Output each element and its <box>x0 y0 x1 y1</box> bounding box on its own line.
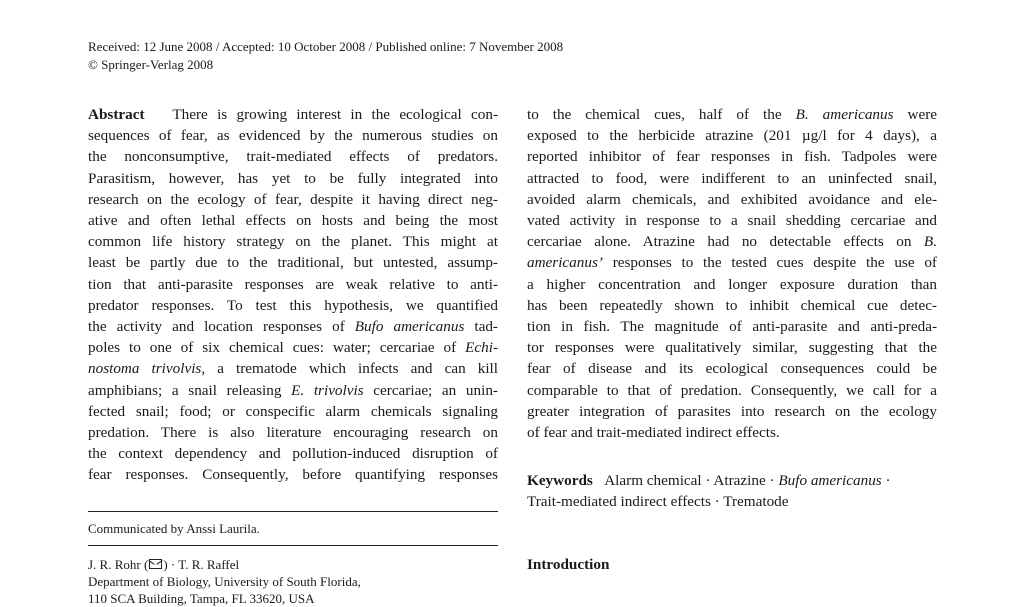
abstract-line: americanus’ responses to the tested cues despite the use of <box>527 254 937 272</box>
abstract-line: the context dependency and pollution-induced disruption of <box>88 445 498 463</box>
keywords-heading: Keywords <box>527 472 593 489</box>
abstract-line: the activity and location responses of Bufo americanus tad- <box>88 318 498 336</box>
abstract-line: greater integration of parasites into research on the ecology <box>527 402 937 420</box>
footnote-divider <box>88 511 498 512</box>
abstract-line: tion in fish. The magnitude of anti-parasite and anti-preda- <box>527 318 937 336</box>
abstract-line: There is growing interest in the ecological con- <box>172 106 498 123</box>
abstract-left-column <box>88 104 498 486</box>
keyword: Bufo americanus <box>778 472 882 489</box>
abstract-line: tion that anti-parasite responses are weak relative to anti- <box>88 275 498 293</box>
author-divider <box>88 545 498 546</box>
keyword: Trait-mediated indirect effects · Trematode <box>527 493 789 511</box>
abstract-line: fear of disease and its ecological consequences could be <box>527 360 937 378</box>
abstract-line: amphibians; a snail releasing E. trivolvis cercariae; an unin- <box>88 381 498 399</box>
introduction-heading: Introduction <box>527 556 610 573</box>
abstract-line: vated activity in response to a snail shedding cercariae and <box>527 212 937 230</box>
abstract-line: the nonconsumptive, trait-mediated effects of predators. <box>88 148 498 166</box>
author-names: J. R. Rohr ( ) · T. R. Raffel <box>88 557 240 572</box>
email-envelope-icon[interactable] <box>149 559 162 569</box>
species-name: Bufo americanus <box>354 318 465 336</box>
abstract-line: has been repeatedly shown to inhibit chemical cue detec- <box>527 296 937 314</box>
abstract-line: fear responses. Consequently, before quantifying responses <box>88 466 498 484</box>
abstract-line: Parasitism, however, has yet to be fully integrated into <box>88 169 498 187</box>
abstract-line: avoided alarm chemicals, and exhibited avoidance and ele- <box>527 190 937 208</box>
author-affiliation <box>88 556 498 607</box>
abstract-line: nostoma trivolvis, a trematode which infects and can kill <box>88 360 498 378</box>
abstract-line: least be partly due to the traditional, but untested, assump- <box>88 254 498 272</box>
address: 110 SCA Building, Tampa, FL 33620, USA <box>88 591 315 606</box>
abstract-line: predator responses. To test this hypothesis, we quantified <box>88 296 498 314</box>
abstract-line: of fear and trait-mediated indirect effects. <box>527 424 780 442</box>
abstract-line: exposed to the herbicide atrazine (201 µg/l for 4 days), a <box>527 127 937 145</box>
abstract-right-column <box>527 104 937 443</box>
species-name: E. trivolvis <box>291 381 364 399</box>
abstract-line: a higher concentration and longer exposure duration than <box>527 275 937 293</box>
abstract-line: fected snail; food; or conspecific alarm chemicals signaling <box>88 402 498 420</box>
abstract-line: to the chemical cues, half of the B. americanus were <box>527 106 937 123</box>
abstract-line: cercariae alone. Atrazine had no detectable effects on B. <box>527 233 937 251</box>
abstract-line: reported inhibitor of fear responses in fish. Tadpoles were <box>527 148 937 166</box>
communicated-by: Communicated by Anssi Laurila. <box>88 521 260 536</box>
keyword: Alarm chemical · Atrazine · <box>604 472 779 489</box>
species-name: B. <box>923 233 937 251</box>
species-name: B. americanus <box>795 106 894 123</box>
abstract-line: predation. There is also literature encouraging research on <box>88 424 498 442</box>
abstract-line: comparable to that of predation. Consequently, we call for a <box>527 381 937 399</box>
abstract-line: poles to one of six chemical cues: water; cercariae of Echi- <box>88 339 498 357</box>
article-dates: Received: 12 June 2008 / Accepted: 10 October 2008 / Published online: 7 November 2008 <box>88 39 564 54</box>
species-name: Echi- <box>465 339 498 357</box>
copyright-notice: © Springer-Verlag 2008 <box>88 57 214 72</box>
keywords-block: Keywords Alarm chemical · Atrazine · Bufo americanus · Trait-mediated indirect effects · Trematode <box>527 470 937 512</box>
abstract-line: common life history strategy on the planet. This might at <box>88 233 498 251</box>
abstract-line: attracted to food, were indifferent to an uninfected snail, <box>527 169 937 187</box>
department: Department of Biology, University of South Florida, <box>88 574 361 589</box>
abstract-line: research on the ecology of fear, despite it having direct neg- <box>88 190 498 208</box>
abstract-line: sequences of fear, as evidenced by the numerous studies on <box>88 127 498 145</box>
abstract-heading: Abstract <box>88 106 145 123</box>
abstract-line: ative and often lethal effects on hosts and being the most <box>88 212 498 230</box>
species-name: americanus’ <box>527 254 603 272</box>
abstract-line: tor responses were qualitatively similar, suggesting that the <box>527 339 937 357</box>
species-name: nostoma trivolvis <box>88 360 202 378</box>
